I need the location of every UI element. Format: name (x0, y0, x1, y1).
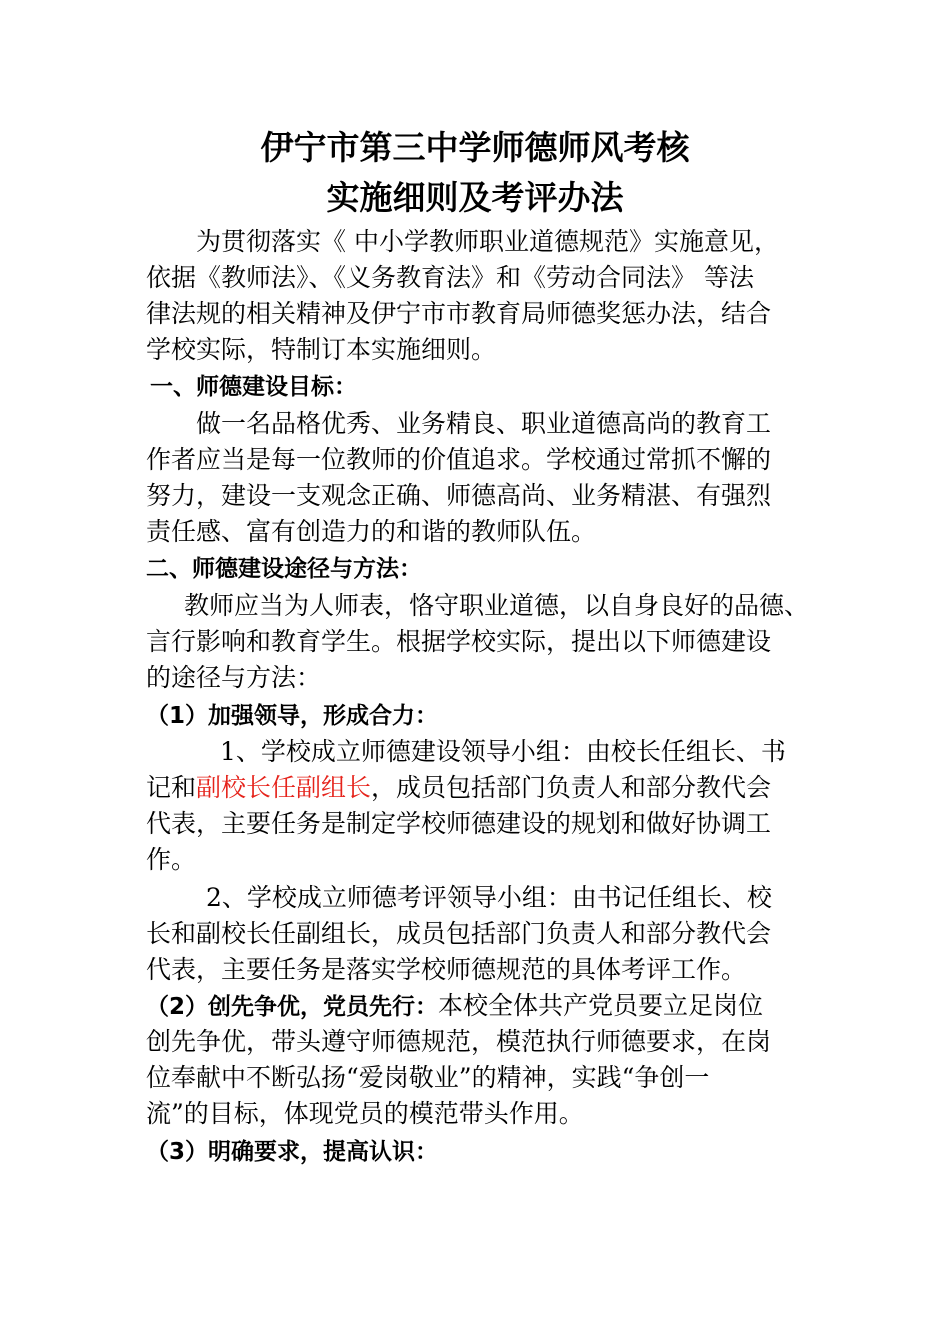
section1-heading: 一、师德建设目标： (150, 374, 357, 400)
section1-body-line: 做一名品格优秀、业务精良、职业道德高尚的教育工 (196, 409, 772, 438)
sub2-line (146, 988, 763, 1025)
sub2-body-line: 位奉献中不断弘扬“爱岗敬业”的精神，实践“争创一 (146, 1063, 710, 1092)
intro-line: 依据《教师法》、《义务教育法》和《劳动合同法》 等法 (146, 263, 754, 292)
document-title-line1: 伊宁市第三中学师德师风考核 (260, 128, 690, 167)
intro-line: 律法规的相关精神及伊宁市市教育局师德奖惩办法，结合 (146, 299, 772, 328)
section2-body-line: 的途径与方法： (146, 663, 322, 692)
section2-heading: 二、师德建设途径与方法： (146, 556, 422, 582)
document-title-line2: 实施细则及考评办法 (326, 178, 624, 217)
item1-line (146, 770, 771, 806)
intro-line: 学校实际，特制订本实施细则。 (146, 335, 497, 364)
item1-line2-text: 记和 (146, 773, 197, 802)
sub2-heading: （2）创先争优，党员先行： (146, 994, 439, 1020)
sub3-heading: （3）明确要求，提高认识： (146, 1139, 439, 1165)
section1-body-line: 责任感、富有创造力的和谐的教师队伍。 (146, 517, 597, 546)
intro-line: 为贯彻落实《 中小学教师职业道德规范》实施意见， (196, 227, 779, 256)
section1-body-line: 努力，建设一支观念正确、师德高尚、业务精湛、有强烈 (146, 481, 772, 510)
item2-line: 代表，主要任务是落实学校师德规范的具体考评工作。 (146, 955, 747, 984)
section2-body-line: 言行影响和教育学生。根据学校实际，提出以下师德建设 (146, 627, 772, 656)
item1-line: 代表，主要任务是制定学校师德建设的规划和做好协调工 (146, 809, 772, 838)
sub2-body-line: 创先争优，带头遵守师德规范，模范执行师德要求，在岗 (146, 1027, 772, 1056)
item1-line2-text: ，成员包括部门负责人和部分教代会 (371, 773, 772, 802)
item2-line: 长和副校长任副组长，成员包括部门负责人和部分教代会 (146, 919, 772, 948)
sub1-heading: （1）加强领导，形成合力： (146, 703, 439, 729)
section2-body-line: 教师应当为人师表，恪守职业道德，以自身良好的品德、 (184, 591, 810, 620)
item1-line: 作。 (146, 845, 197, 874)
item2-line: 2、学校成立师德考评领导小组：由书记任组长、校 (206, 883, 772, 912)
item1-line: 1、学校成立师德建设领导小组：由校长任组长、书 (220, 737, 786, 766)
sub2-body-line: 流”的目标，体现党员的模范带头作用。 (146, 1099, 584, 1128)
section1-body-line: 作者应当是每一位教师的价值追求。学校通过常抓不懈的 (146, 445, 772, 474)
highlighted-text: 副校长任副组长 (196, 773, 372, 802)
sub2-body-text: 本校全体共产党员要立足岗位 (438, 991, 764, 1020)
